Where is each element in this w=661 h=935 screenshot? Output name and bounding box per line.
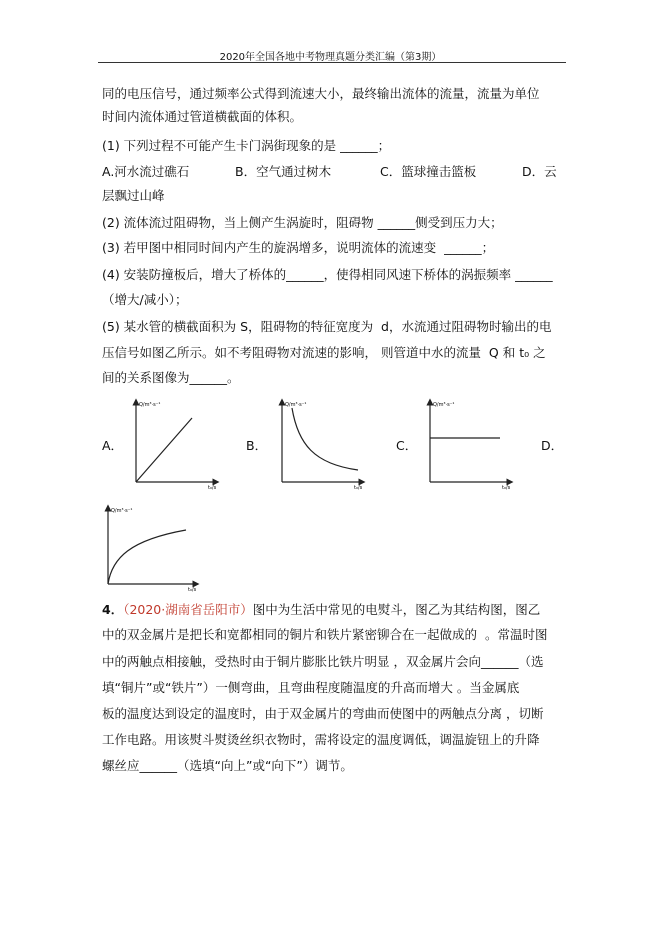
q4-line-4: 填“铜片”或“铁片”）一侧弯曲，且弯曲程度随温度的升高而增大 。当金属底 bbox=[102, 680, 520, 695]
curve-sqrt bbox=[108, 530, 186, 584]
q3-sub4-cont: （增大/减小）； bbox=[102, 292, 188, 307]
q3-sub5-end: 间的关系图像为______。 bbox=[102, 370, 240, 385]
graph-c bbox=[422, 398, 514, 490]
q3-sub3: (3) 若甲图中相同时间内产生的旋涡增多，说明流体的流速变 ______； bbox=[102, 240, 495, 255]
curve-inverse bbox=[292, 408, 358, 470]
q3-sub2: (2) 流体流过阻碍物，当上侧产生涡旋时，阻碍物 ______侧受到压力大； bbox=[102, 215, 503, 230]
q4-line-7: 螺丝应______（选填“向上”或“向下”）调节。 bbox=[102, 758, 353, 773]
q3-choice-b: B．空气通过树木 bbox=[235, 164, 332, 179]
q4-text-1: 图中为生活中常见的电熨斗，图乙为其结构图，图乙 bbox=[252, 602, 541, 617]
y-axis-label: Q/m³·s⁻¹ bbox=[285, 402, 307, 408]
q3-line-1: 同的电压信号，通过频率公式得到流速大小，最终输出流体的流量，流量为单位 bbox=[102, 86, 540, 101]
q3-sub5-cont: 压信号如图乙所示。如不考阻碍物对流速的影响， 则管道中水的流量 Q 和 t₀ 之 bbox=[102, 345, 546, 360]
q4-line-6: 工作电路。用该熨斗熨烫丝织衣物时，需将设定的温度调低，调温旋钮上的升降 bbox=[102, 732, 540, 747]
y-axis-label: Q/m³·s⁻¹ bbox=[111, 508, 133, 514]
curve-proportional bbox=[136, 418, 192, 482]
q4-line-5: 板的温度达到设定的温度时，由于双金属片的弯曲而使图中的两触点分离 ，切断 bbox=[102, 706, 544, 721]
graph-label-d: D． bbox=[541, 438, 564, 453]
y-axis-label: Q/m³·s⁻¹ bbox=[433, 402, 455, 408]
graph-b bbox=[274, 398, 366, 490]
x-axis-label: t₀/s bbox=[208, 485, 217, 490]
q3-sub4: (4) 安装防撞板后，增大了桥体的______，使得相同风速下桥体的涡振频率 ______ bbox=[102, 267, 553, 282]
q3-choice-d-cont: 层飘过山峰 bbox=[102, 188, 165, 203]
graph-label-a: A． bbox=[102, 438, 124, 453]
q3-choice-c: C．篮球撞击篮板 bbox=[380, 164, 477, 179]
page-header: 2020年全国各地中考物理真题分类汇编（第3期） bbox=[219, 52, 442, 63]
q3-line-2: 时间内流体通过管道横截面的体积。 bbox=[102, 109, 303, 124]
q4-line-2: 中的双金属片是把长和宽都相同的铜片和铁片紧密铆合在一起做成的 。常温时图 bbox=[102, 627, 548, 642]
graph-a bbox=[128, 398, 220, 490]
x-axis-label: t₀/s bbox=[188, 587, 197, 592]
q4-line-1 bbox=[102, 600, 540, 620]
graph-label-b: B． bbox=[246, 438, 268, 453]
q3-choice-d: D．云 bbox=[522, 164, 557, 179]
x-axis-label: t₀/s bbox=[502, 485, 511, 490]
graph-d bbox=[100, 504, 200, 592]
x-axis-label: t₀/s bbox=[354, 485, 363, 490]
q3-sub1: (1) 下列过程不可能产生卡门涡街现象的是 ______； bbox=[102, 138, 391, 153]
q3-sub5: (5) 某水管的横截面积为 S，阻碍物的特征宽度为 d，水流通过阻碍物时输出的电 bbox=[102, 319, 552, 334]
q4-source: （2020·湖南省岳阳市） bbox=[123, 602, 253, 617]
graph-label-c: C． bbox=[396, 438, 418, 453]
q3-choice-a: A.河水流过礁石 bbox=[102, 164, 190, 179]
q4-line-3: 中的两触点相接触，受热时由于铜片膨胀比铁片明显 ，双金属片会向______（选 bbox=[102, 654, 544, 669]
q4-number: 4． bbox=[102, 602, 124, 617]
y-axis-label: Q/m³·s⁻¹ bbox=[139, 402, 161, 408]
header-divider bbox=[98, 62, 566, 63]
